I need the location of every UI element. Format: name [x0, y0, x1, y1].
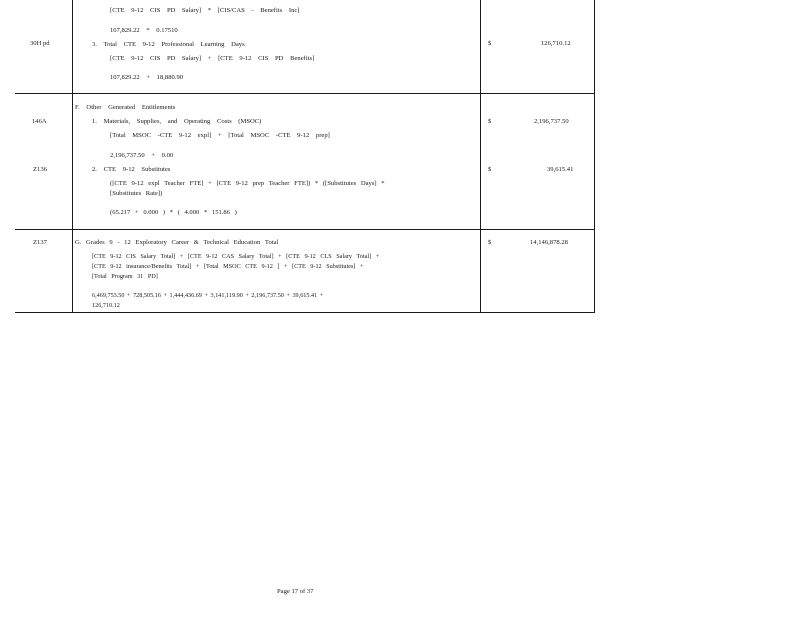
formula-line: [Total Program 31 PD] — [92, 273, 158, 280]
amount-value: 2,196,737.50 — [534, 118, 569, 125]
formula-line: ([CTE 9-12 expl Teacher FTE] + [CTE 9-12 prep Teacher FTE]) * ([Substitutes Days] * — [110, 180, 385, 187]
table-bottom-border — [15, 312, 595, 313]
section-heading: G. Grades 9 - 12 Exploratory Career & Technical Education Total — [75, 239, 279, 246]
formula-line: [CTE 9-12 insurance/Benefits Total] + [Total MSOC CTE 9-12 ] + [CTE 9-12 Substitutes] + — [92, 263, 364, 270]
formula-line: [Total MSOC -CTE 9-12 expl] + [Total MSOC -CTE 9-12 prep] — [110, 132, 330, 139]
line-item-title: 1. Materials, Supplies, and Operating Costs (MSOC) — [92, 118, 262, 125]
formula-line: [CTE 9-12 CIS PD Salary] * [CIS/CAS - Benefits Inc] — [110, 7, 300, 14]
amount-value: 126,710.12 — [541, 40, 571, 47]
formula-values: 6,469,753.50 + 728,505.16 + 1,444,436.69 + 3,141,119.90 + 2,196,737.50 + 39,615.41 + — [92, 292, 324, 299]
row-code: Z136 — [33, 166, 47, 173]
row-divider — [15, 229, 595, 230]
column-divider — [72, 0, 73, 313]
amount-value: 39,615.41 — [547, 166, 574, 173]
formula-values: 126,710.12 — [92, 302, 120, 309]
amount-value: 14,146,878.28 — [530, 239, 568, 246]
line-item-title: 2. CTE 9-12 Substitutes — [92, 166, 171, 173]
line-item-title: 3. Total CTE 9-12 Professional Learning Days — [92, 41, 245, 48]
row-code: 146A — [32, 118, 47, 125]
formula-values: 107,829.22 + 18,880.90 — [110, 74, 184, 81]
column-divider — [480, 0, 481, 313]
formula-line: [CTE 9-12 CIS PD Salary] + [CTE 9-12 CIS PD Benefits] — [110, 55, 315, 62]
formula-values: 2,196,737.50 + 0.00 — [110, 152, 174, 159]
dollar-sign: $ — [488, 239, 492, 246]
formula-values: 107,829.22 * 0.17510 — [110, 27, 178, 34]
page-number: Page 17 of 37 — [277, 588, 314, 595]
formula-line: [CTE 9-12 CIS Salary Total] + [CTE 9-12 CAS Salary Total] + [CTE 9-12 CLS Salary Total] + — [92, 253, 380, 260]
row-code: Z137 — [33, 239, 47, 246]
row-divider — [15, 93, 595, 94]
dollar-sign: $ — [488, 118, 492, 125]
dollar-sign: $ — [488, 166, 492, 173]
formula-values: (65.217 + 0.000 ) * ( 4.000 * 151.86 ) — [110, 209, 237, 216]
dollar-sign: $ — [488, 40, 492, 47]
row-code: 30H pd — [30, 40, 50, 47]
formula-line: [Substitutes Rate]) — [110, 190, 163, 197]
section-heading: F. Other Generated Entitlements — [75, 104, 176, 111]
table-right-border — [594, 0, 595, 313]
